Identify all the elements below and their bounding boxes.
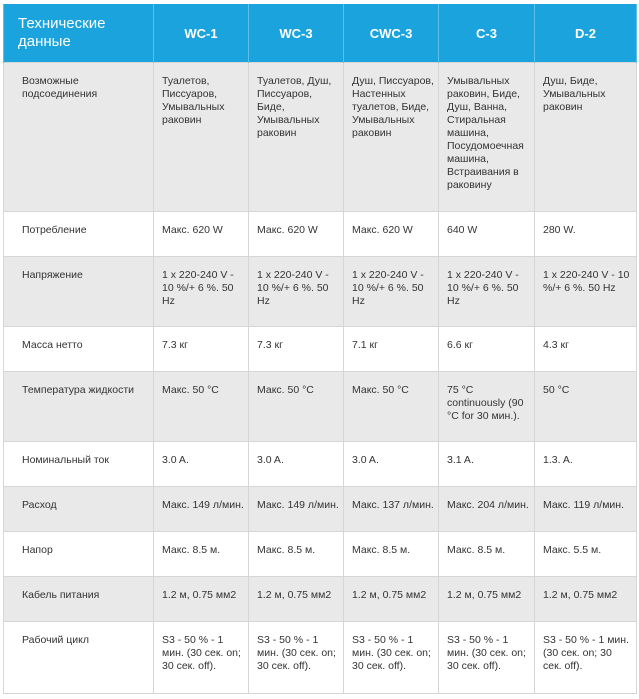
- table-cell: 75 °C continuously (90 °C for 30 мин.).: [439, 372, 535, 442]
- table-row-rated-current: [4, 442, 637, 487]
- table-cell: Туалетов, Писсуаров, Умывальных раковин: [154, 63, 249, 212]
- table-cell: 1 x 220-240 V - 10 %/+ 6 %. 50 Hz: [249, 257, 344, 327]
- table-cell: 1 x 220-240 V - 10 %/+ 6 %. 50 Hz: [154, 257, 249, 327]
- table-cell: 7.1 кг: [344, 327, 439, 372]
- table-cell: 1.2 м, 0.75 мм2: [154, 577, 249, 622]
- table-cell: S3 - 50 % - 1 мин. (30 сек. on; 30 сек. off).: [249, 622, 344, 694]
- row-label: Возможные подсоединения: [4, 63, 154, 212]
- specs-table: [3, 4, 637, 694]
- table-cell: 7.3 кг: [249, 327, 344, 372]
- table-cell: Макс. 50 °C: [249, 372, 344, 442]
- row-label: Напряжение: [4, 257, 154, 327]
- table-cell: 1.2 м, 0.75 мм2: [249, 577, 344, 622]
- row-label: Масса нетто: [4, 327, 154, 372]
- table-cell: Макс. 149 л/мин.: [154, 487, 249, 532]
- header-label: Технические данные: [4, 4, 154, 63]
- table-row-voltage: [4, 257, 637, 327]
- table-cell: Макс. 8.5 м.: [344, 532, 439, 577]
- table-cell: 7.3 кг: [154, 327, 249, 372]
- table-row-connections: [4, 63, 637, 212]
- table-cell: Макс. 5.5 м.: [535, 532, 637, 577]
- table-cell: 4.3 кг: [535, 327, 637, 372]
- table-cell: Макс. 620 W: [344, 212, 439, 257]
- table-cell: 1.2 м, 0.75 мм2: [439, 577, 535, 622]
- table-cell: 6.6 кг: [439, 327, 535, 372]
- table-cell: Макс. 149 л/мин.: [249, 487, 344, 532]
- table-row-net-mass: [4, 327, 637, 372]
- table-cell: 50 °C: [535, 372, 637, 442]
- table-cell: 3.0 A.: [154, 442, 249, 487]
- table-cell: Макс. 137 л/мин.: [344, 487, 439, 532]
- table-cell: Душ, Биде, Умывальных раковин: [535, 63, 637, 212]
- table-cell: Макс. 8.5 м.: [439, 532, 535, 577]
- table-cell: Макс. 119 л/мин.: [535, 487, 637, 532]
- table-cell: 1.3. A.: [535, 442, 637, 487]
- table-cell: S3 - 50 % - 1 мин. (30 сек. on; 30 сек. off).: [535, 622, 637, 694]
- table-cell: Туалетов, Душ, Писсуаров, Биде, Умывальных раковин: [249, 63, 344, 212]
- table-cell: 3.1 A.: [439, 442, 535, 487]
- header-model-cwc-3: CWC-3: [344, 4, 439, 63]
- table-cell: S3 - 50 % - 1 мин. (30 сек. on; 30 сек. off).: [154, 622, 249, 694]
- table-row-power: [4, 212, 637, 257]
- header-model-d-2: D-2: [535, 4, 637, 63]
- table-cell: Макс. 50 °C: [154, 372, 249, 442]
- header-model-wc-3: WC-3: [249, 4, 344, 63]
- table-cell: 3.0 A.: [344, 442, 439, 487]
- table-cell: 640 W: [439, 212, 535, 257]
- row-label: Расход: [4, 487, 154, 532]
- header-model-c-3: C-3: [439, 4, 535, 63]
- row-label: Потребление: [4, 212, 154, 257]
- table-cell: Макс. 8.5 м.: [249, 532, 344, 577]
- table-cell: 3.0 A.: [249, 442, 344, 487]
- table-cell: 1.2 м, 0.75 мм2: [535, 577, 637, 622]
- row-label: Температура жидкости: [4, 372, 154, 442]
- table-cell: Умывальных раковин, Биде, Душ, Ванна, Стиральная машина, Посудомоечная машина, Встраивания в раковину: [439, 63, 535, 212]
- table-cell: Макс. 204 л/мин.: [439, 487, 535, 532]
- table-row-head: [4, 532, 637, 577]
- table-row-power-cable: [4, 577, 637, 622]
- table-cell: Макс. 620 W: [154, 212, 249, 257]
- table-cell: S3 - 50 % - 1 мин. (30 сек. on; 30 сек. off).: [344, 622, 439, 694]
- table-cell: S3 - 50 % - 1 мин. (30 сек. on; 30 сек. off).: [439, 622, 535, 694]
- table-cell: Макс. 620 W: [249, 212, 344, 257]
- table-cell: Макс. 8.5 м.: [154, 532, 249, 577]
- table-row-liquid-temperature: [4, 372, 637, 442]
- table-row-flow-rate: [4, 487, 637, 532]
- table-header-row: [4, 4, 637, 63]
- table-cell: Душ, Писсуаров, Настенных туалетов, Биде, Умывальных раковин: [344, 63, 439, 212]
- table-cell: 1 x 220-240 V - 10 %/+ 6 %. 50 Hz: [344, 257, 439, 327]
- table-cell: Макс. 50 °C: [344, 372, 439, 442]
- table-cell: 1.2 м, 0.75 мм2: [344, 577, 439, 622]
- table-cell: 1 x 220-240 V - 10 %/+ 6 %. 50 Hz: [439, 257, 535, 327]
- row-label: Рабочий цикл: [4, 622, 154, 694]
- table-cell: 1 x 220-240 V - 10 %/+ 6 %. 50 Hz: [535, 257, 637, 327]
- table-row-duty-cycle: [4, 622, 637, 694]
- header-model-wc-1: WC-1: [154, 4, 249, 63]
- table-cell: 280 W.: [535, 212, 637, 257]
- row-label: Напор: [4, 532, 154, 577]
- row-label: Номинальный ток: [4, 442, 154, 487]
- row-label: Кабель питания: [4, 577, 154, 622]
